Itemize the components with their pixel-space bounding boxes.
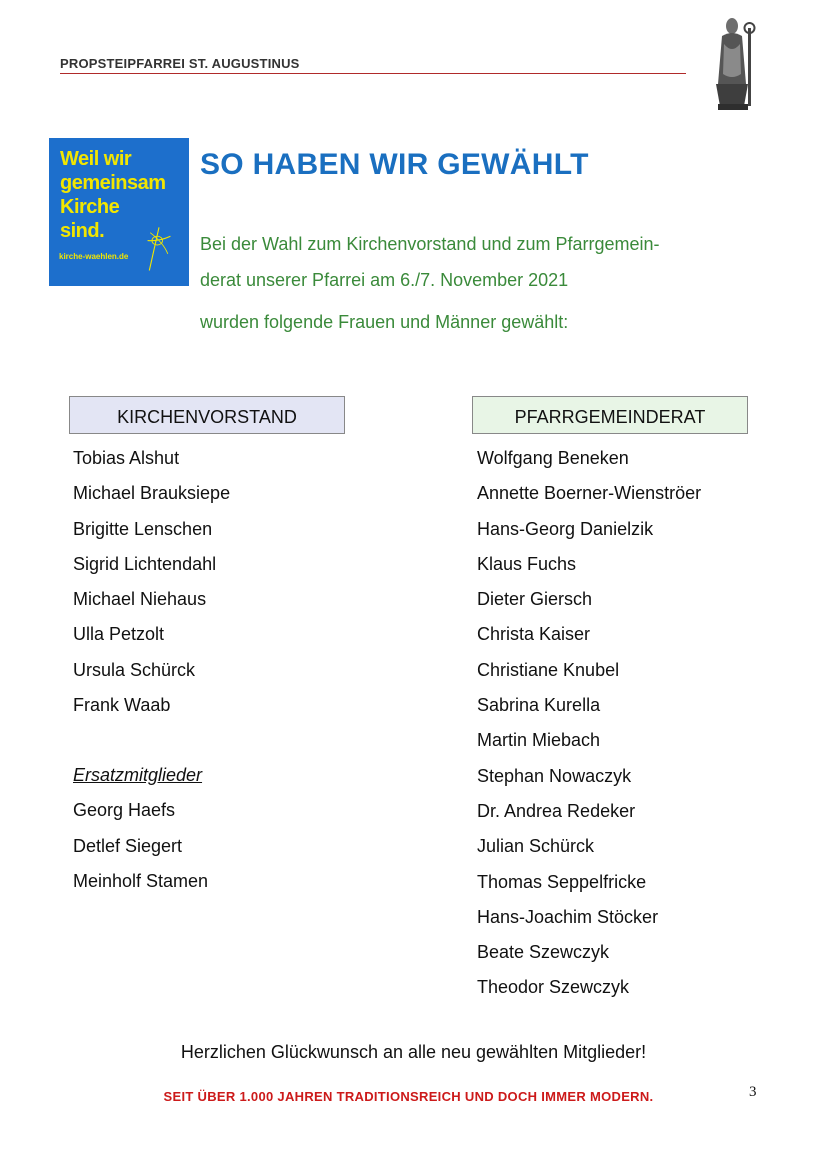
intro-line: derat unserer Pfarrei am 6./7. November 2021 [200,270,569,290]
list-item: Georg Haefs [73,800,176,821]
logo-url: kirche-waehlen.de [59,252,129,261]
list-item: Frank Waab [73,695,171,716]
list-item: Sabrina Kurella [477,695,601,716]
list-item: Ursula Schürck [73,659,196,680]
list-item: Julian Schürck [477,836,595,857]
election-logo [49,138,189,286]
list-item: Hans-Georg Danielzik [477,518,654,539]
list-item: Martin Miebach [477,730,601,751]
header-rule [60,73,686,74]
list-item: Brigitte Lenschen [73,518,213,539]
list-item: Theodor Szewczyk [477,977,630,998]
intro-line: wurden folgende Frauen und Männer gewählt: [200,312,569,332]
substitutes-heading: Ersatzmitglieder [73,765,203,785]
pfarrgemeinderat-list [477,441,701,1006]
list-item: Michael Brauksiepe [73,483,231,504]
page-number: 3 [749,1084,757,1100]
list-item: Dr. Andrea Redeker [477,800,636,821]
list-item: Thomas Seppelfricke [477,871,647,892]
list-item: Klaus Fuchs [477,553,577,574]
footer-motto: SEIT ÜBER 1.000 JAHREN TRADITIONSREICH UND DOCH IMMER MODERN. [163,1089,654,1104]
list-item: Beate Szewczyk [477,942,610,963]
pfarrgemeinderat-heading: PFARRGEMEINDERAT [472,396,748,434]
page-title: SO HABEN WIR GEWÄHLT [200,148,589,181]
parish-name: PROPSTEIPFARREI ST. AUGUSTINUS [60,56,300,71]
list-item: Christa Kaiser [477,624,591,645]
substitutes-list [73,758,208,899]
list-item: Wolfgang Beneken [477,448,629,468]
list-item: Tobias Alshut [73,448,180,468]
logo-text-line: gemeinsam [60,172,166,194]
list-item: Sigrid Lichtendahl [73,553,217,574]
list-item: Christiane Knubel [477,659,620,680]
list-item: Hans-Joachim Stöcker [477,906,659,927]
saint-statue-icon [708,14,760,114]
logo-text-line: Kirche [60,196,120,218]
logo-text-line: sind. [60,220,105,242]
kirchenvorstand-heading: KIRCHENVORSTAND [69,396,345,434]
intro-line: Bei der Wahl zum Kirchenvorstand und zum Pfarrgemein- [200,234,660,254]
list-item: Ulla Petzolt [73,624,165,645]
list-item: Stephan Nowaczyk [477,765,632,786]
kirchenvorstand-list [73,441,230,723]
list-item: Annette Boerner-Wienströer [477,483,702,504]
logo-text-line: Weil wir [60,148,132,170]
list-item: Michael Niehaus [73,589,207,610]
list-item: Detlef Siegert [73,835,183,856]
cross-icon [129,223,189,333]
congratulations-text: Herzlichen Glückwunsch an alle neu gewählten Mitglieder! [180,1042,647,1062]
list-item: Dieter Giersch [477,589,593,610]
list-item: Meinholf Stamen [73,870,209,891]
